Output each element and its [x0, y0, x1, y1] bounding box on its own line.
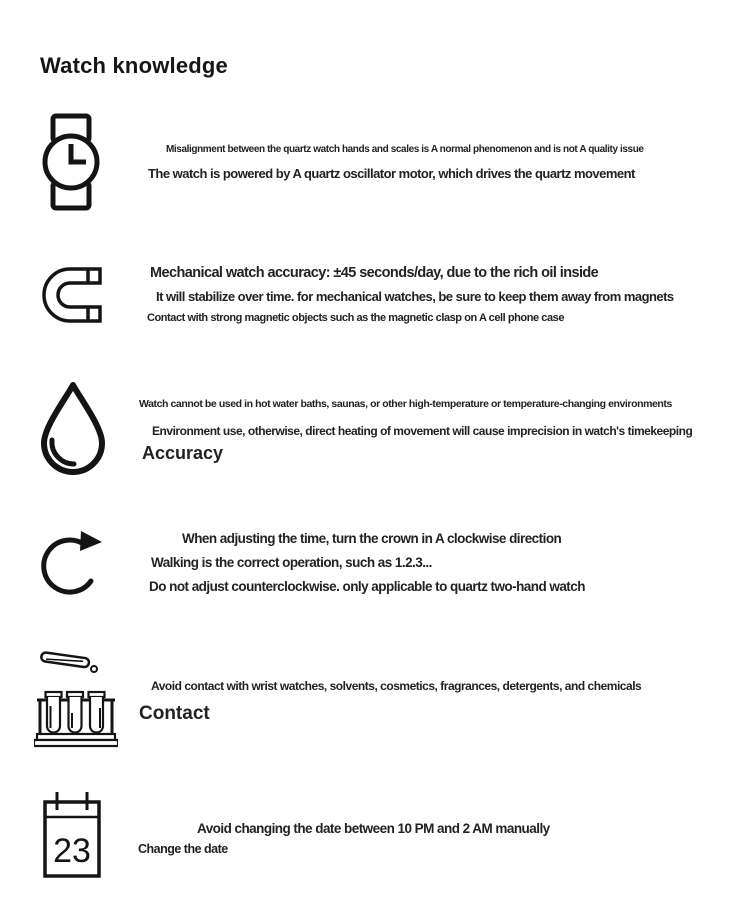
- section-chemicals-heading: Contact: [139, 703, 210, 724]
- section-date-note: Avoid changing the date between 10 PM and 2 AM manually: [197, 821, 550, 836]
- clockwise-rotation-icon: [40, 522, 104, 602]
- magnet-icon: [42, 266, 104, 324]
- section-temperature-note-small: Watch cannot be used in hot water baths, saunas, or other high-temperature or temperature-changing environments: [139, 398, 672, 410]
- section-date-heading: Change the date: [138, 842, 228, 856]
- section-quartz-note-small: Misalignment between the quartz watch hands and scales is A normal phenomenon and is not A quality issue: [166, 144, 644, 155]
- section-crown-note-1: When adjusting the time, turn the crown in A clockwise direction: [182, 531, 562, 546]
- section-quartz-note-main: The watch is powered by A quartz oscillator motor, which drives the quartz movement: [148, 166, 635, 181]
- calendar-day-number: 23: [53, 832, 91, 870]
- section-magnet-note-medium: It will stabilize over time. for mechanical watches, be sure to keep them away from magnets: [156, 289, 674, 304]
- test-tubes-icon: [34, 650, 118, 748]
- section-magnet-note-main: Mechanical watch accuracy: ±45 seconds/day, due to the rich oil inside: [150, 265, 599, 281]
- water-drop-icon: [38, 380, 108, 476]
- section-crown-note-2: Walking is the correct operation, such as 1.2.3...: [151, 555, 432, 570]
- page-title: Watch knowledge: [40, 52, 228, 78]
- calendar-icon: [42, 790, 102, 880]
- section-chemicals-note: Avoid contact with wrist watches, solvents, cosmetics, fragrances, detergents, and chemicals: [151, 679, 642, 693]
- wristwatch-icon: [42, 112, 100, 212]
- section-temperature-note-medium: Environment use, otherwise, direct heating of movement will cause imprecision in watch's timekeeping: [152, 424, 693, 438]
- section-magnet-note-small: Contact with strong magnetic objects such as the magnetic clasp on A cell phone case: [147, 312, 564, 324]
- section-temperature-heading: Accuracy: [142, 443, 224, 463]
- section-crown-note-3: Do not adjust counterclockwise. only applicable to quartz two-hand watch: [149, 579, 585, 594]
